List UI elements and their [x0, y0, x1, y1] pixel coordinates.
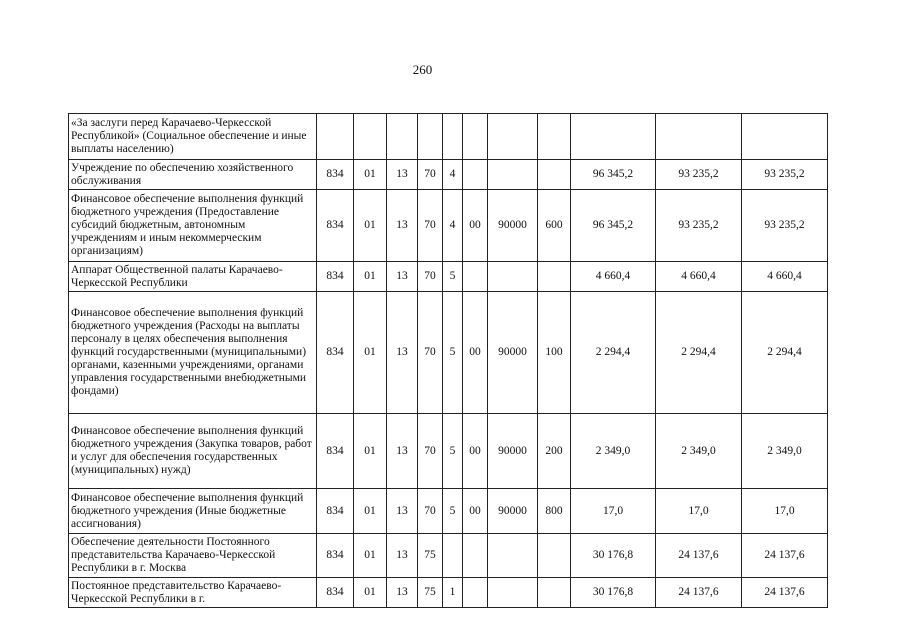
code-program: 75: [418, 578, 443, 608]
code-target: 90000: [488, 292, 538, 414]
code-subprogram: [443, 114, 463, 160]
code-subprogram: 5: [443, 489, 463, 534]
amount-year-3: 2 349,0: [742, 414, 828, 489]
amount-year-2: 24 137,6: [656, 534, 742, 578]
code-program: 70: [418, 489, 443, 534]
code-subprogram: 4: [443, 160, 463, 190]
code-target: 90000: [488, 414, 538, 489]
code-subsection: 13: [387, 160, 418, 190]
code-program: [418, 114, 443, 160]
code-program: 70: [418, 190, 443, 262]
code-ministry: 834: [317, 262, 354, 292]
amount-year-3: 17,0: [742, 489, 828, 534]
code-subprogram: 1: [443, 578, 463, 608]
amount-year-2: [656, 114, 742, 160]
code-program: 70: [418, 292, 443, 414]
code-ministry: 834: [317, 489, 354, 534]
code-direction: [463, 160, 488, 190]
code-subsection: 13: [387, 578, 418, 608]
table-row: [69, 160, 828, 190]
code-direction: [463, 534, 488, 578]
amount-year-2: 2 294,4: [656, 292, 742, 414]
code-direction: 00: [463, 489, 488, 534]
code-section: [354, 114, 387, 160]
table-row: [69, 292, 828, 414]
amount-year-2: 24 137,6: [656, 578, 742, 608]
row-description: «За заслуги перед Карачаево-Черкесской Республикой» (Социальное обеспечение и иные выплаты населению): [69, 114, 317, 160]
code-section: 01: [354, 190, 387, 262]
code-program: 70: [418, 160, 443, 190]
code-target: [488, 262, 538, 292]
row-description: Учреждение по обеспечению хозяйственного обслуживания: [69, 160, 317, 190]
code-subprogram: 5: [443, 292, 463, 414]
code-program: 75: [418, 534, 443, 578]
table-row: [69, 489, 828, 534]
code-target: [488, 160, 538, 190]
code-target: [488, 534, 538, 578]
code-section: 01: [354, 292, 387, 414]
code-expense-type: [538, 262, 571, 292]
code-subsection: 13: [387, 292, 418, 414]
code-subsection: 13: [387, 262, 418, 292]
code-ministry: [317, 114, 354, 160]
code-section: 01: [354, 489, 387, 534]
code-direction: 00: [463, 190, 488, 262]
table-row: [69, 262, 828, 292]
code-ministry: 834: [317, 578, 354, 608]
code-expense-type: [538, 578, 571, 608]
code-section: 01: [354, 160, 387, 190]
amount-year-1: 17,0: [571, 489, 656, 534]
amount-year-2: 93 235,2: [656, 160, 742, 190]
table-row: [69, 534, 828, 578]
code-direction: [463, 578, 488, 608]
code-section: 01: [354, 578, 387, 608]
amount-year-3: 24 137,6: [742, 578, 828, 608]
table-row: [69, 190, 828, 262]
code-expense-type: 100: [538, 292, 571, 414]
amount-year-1: 96 345,2: [571, 190, 656, 262]
table-row: [69, 414, 828, 489]
code-subsection: 13: [387, 190, 418, 262]
code-target: [488, 114, 538, 160]
code-subsection: 13: [387, 414, 418, 489]
code-subsection: 13: [387, 534, 418, 578]
budget-table: [68, 113, 828, 608]
code-section: 01: [354, 534, 387, 578]
amount-year-3: [742, 114, 828, 160]
table-row: [69, 578, 828, 608]
code-subprogram: 5: [443, 262, 463, 292]
amount-year-3: 93 235,2: [742, 190, 828, 262]
amount-year-2: 2 349,0: [656, 414, 742, 489]
row-description: Обеспечение деятельности Постоянного представительства Карачаево-Черкесской Республики в г. Москва: [69, 534, 317, 578]
code-ministry: 834: [317, 414, 354, 489]
code-subsection: [387, 114, 418, 160]
amount-year-2: 17,0: [656, 489, 742, 534]
code-section: 01: [354, 414, 387, 489]
row-description: Аппарат Общественной палаты Карачаево-Черкесской Республики: [69, 262, 317, 292]
row-description: Финансовое обеспечение выполнения функций бюджетного учреждения (Закупка товаров, работ и услуг для обеспечения государственных (муниципальных) нужд): [69, 414, 317, 489]
code-expense-type: 800: [538, 489, 571, 534]
amount-year-3: 93 235,2: [742, 160, 828, 190]
amount-year-1: 2 349,0: [571, 414, 656, 489]
code-ministry: 834: [317, 292, 354, 414]
table-row: [69, 114, 828, 160]
code-ministry: 834: [317, 190, 354, 262]
code-program: 70: [418, 414, 443, 489]
code-subprogram: 4: [443, 190, 463, 262]
code-target: 90000: [488, 489, 538, 534]
code-direction: 00: [463, 414, 488, 489]
code-expense-type: 200: [538, 414, 571, 489]
code-expense-type: [538, 160, 571, 190]
code-ministry: 834: [317, 160, 354, 190]
code-direction: [463, 262, 488, 292]
amount-year-2: 93 235,2: [656, 190, 742, 262]
amount-year-1: [571, 114, 656, 160]
code-subsection: 13: [387, 489, 418, 534]
amount-year-1: 30 176,8: [571, 534, 656, 578]
code-direction: 00: [463, 292, 488, 414]
code-expense-type: 600: [538, 190, 571, 262]
amount-year-1: 2 294,4: [571, 292, 656, 414]
row-description: Финансовое обеспечение выполнения функций бюджетного учреждения (Расходы на выплаты персоналу в целях обеспечения выполнения функций государственными (муниципальными) органами, казенными учреждениями, органами управления государственными внебюджетными фондами): [69, 292, 317, 414]
code-target: [488, 578, 538, 608]
code-subprogram: 5: [443, 414, 463, 489]
code-target: 90000: [488, 190, 538, 262]
row-description: Постоянное представительство Карачаево-Черкесской Республики в г.: [69, 578, 317, 608]
amount-year-1: 30 176,8: [571, 578, 656, 608]
code-ministry: 834: [317, 534, 354, 578]
code-expense-type: [538, 534, 571, 578]
code-direction: [463, 114, 488, 160]
amount-year-1: 96 345,2: [571, 160, 656, 190]
amount-year-2: 4 660,4: [656, 262, 742, 292]
row-description: Финансовое обеспечение выполнения функций бюджетного учреждения (Предоставление субсидий бюджетным, автономным учреждениям и иным некоммерческим организациям): [69, 190, 317, 262]
code-program: 70: [418, 262, 443, 292]
page-number: 260: [412, 62, 433, 77]
amount-year-3: 2 294,4: [742, 292, 828, 414]
code-section: 01: [354, 262, 387, 292]
amount-year-1: 4 660,4: [571, 262, 656, 292]
code-expense-type: [538, 114, 571, 160]
amount-year-3: 4 660,4: [742, 262, 828, 292]
code-subprogram: [443, 534, 463, 578]
amount-year-3: 24 137,6: [742, 534, 828, 578]
row-description: Финансовое обеспечение выполнения функций бюджетного учреждения (Иные бюджетные ассигнования): [69, 489, 317, 534]
